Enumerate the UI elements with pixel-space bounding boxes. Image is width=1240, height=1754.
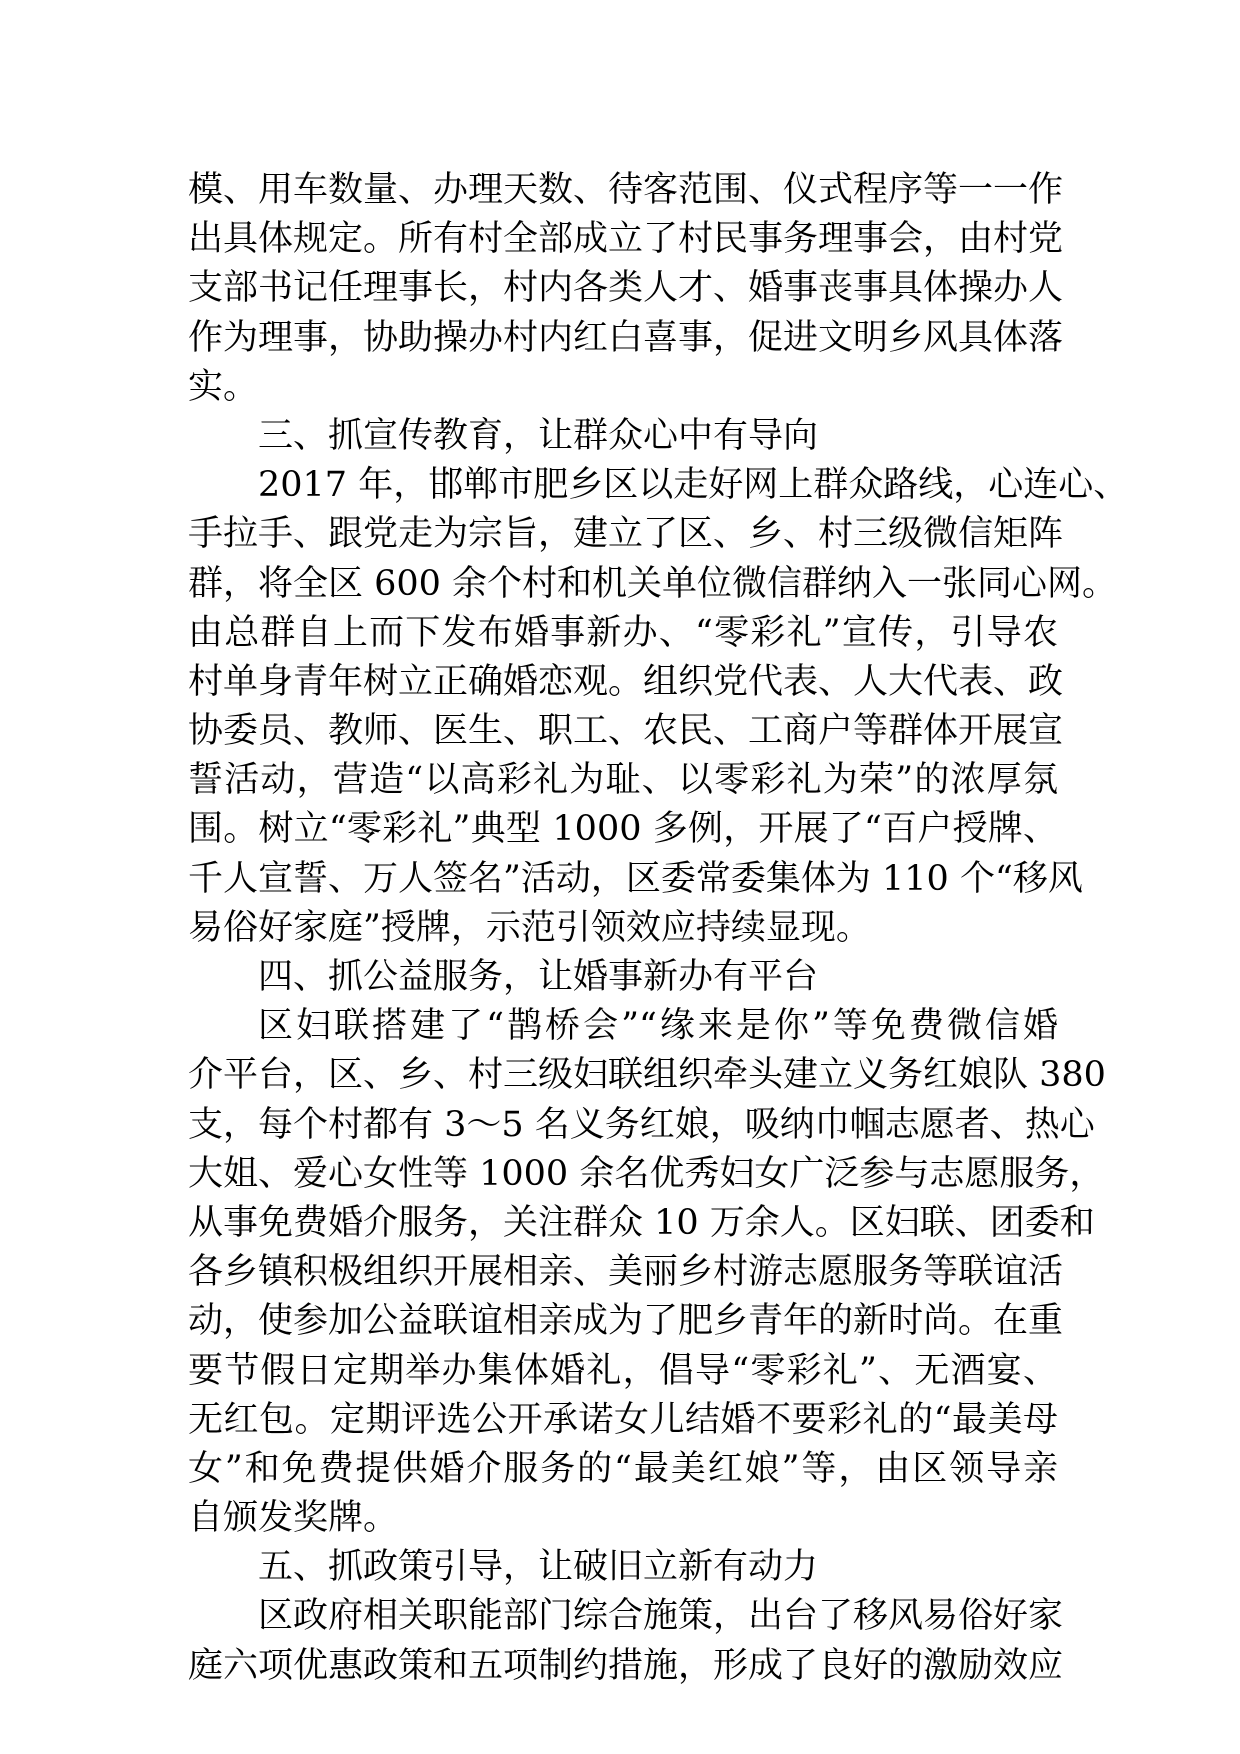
paragraph [188, 461, 1129, 953]
paragraph [188, 1592, 1064, 1690]
text-line: 围。树立“零彩礼”典型 1000 多例，开展了“百户授牌、 [188, 809, 1058, 850]
text-line: 动，使参加公益联谊相亲成为了肥乡青年的新时尚。在重 [188, 1301, 1064, 1342]
text-line: 自颁发奖牌。 [188, 1498, 399, 1539]
text-line: 作为理事，协助操办村内红白喜事，促进文明乡风具体落 [188, 317, 1064, 358]
text-line: 要节假日定期举办集体婚礼，倡导“零彩礼”、无酒宴、 [188, 1350, 1058, 1391]
text-line: 实。 [188, 366, 259, 407]
text-line: 模、用车数量、办理天数、待客范围、仪式程序等一一作 [188, 170, 1064, 210]
text-line: 无红包。定期评选公开承诺女儿结婚不要彩礼的“最美母 [188, 1399, 1058, 1440]
text-line: 庭六项优惠政策和五项制约措施，形成了良好的激励效应 [188, 1645, 1064, 1686]
paragraph [188, 166, 1064, 412]
text-line: 女”和免费提供婚介服务的“最美红娘”等，由区领导亲 [188, 1448, 1058, 1489]
text-line: 出具体规定。所有村全部成立了村民事务理事会，由村党 [188, 219, 1064, 260]
text-line: 村单身青年树立正确婚恋观。组织党代表、人大代表、政 [188, 661, 1064, 702]
text-line: 千人宣誓、万人签名”活动，区委常委集体为 110 个“移风 [188, 858, 1083, 899]
text-line: 由总群自上而下发布婚事新办、“零彩礼”宣传，引导农 [188, 612, 1058, 653]
text-line: 区妇联搭建了“鹊桥会”“缘来是你”等免费微信婚 [258, 1006, 1058, 1047]
paragraph [188, 1002, 1106, 1543]
text-line: 协委员、教师、医生、职工、农民、工商户等群体开展宣 [188, 711, 1064, 752]
section-heading: 五、抓政策引导，让破旧立新有动力 [258, 1547, 819, 1588]
text-line: 从事免费婚介服务，关注群众 10 万余人。区妇联、团委和 [188, 1202, 1095, 1243]
section-heading: 四、抓公益服务，让婚事新办有平台 [258, 957, 819, 997]
section-heading: 三、抓宣传教育，让群众心中有导向 [258, 415, 819, 456]
text-line: 区政府相关职能部门综合施策，出台了移风易俗好家 [258, 1596, 1064, 1637]
text-line: 誓活动，营造“以高彩礼为耻、以零彩礼为荣”的浓厚氛 [188, 760, 1058, 801]
text-line: 群，将全区 600 余个村和机关单位微信群纳入一张同心网。 [188, 563, 1118, 604]
text-line: 介平台，区、乡、村三级妇联组织牵头建立义务红娘队 380 [188, 1055, 1106, 1096]
document-page [188, 166, 1129, 1691]
text-line: 大姐、爱心女性等 1000 余名优秀妇女广泛参与志愿服务， [188, 1153, 1105, 1194]
text-line: 2017 年，邯郸市肥乡区以走好网上群众路线，心连心、 [258, 465, 1129, 506]
text-line: 手拉手、跟党走为宗旨，建立了区、乡、村三级微信矩阵 [188, 514, 1064, 555]
text-line: 各乡镇积极组织开展相亲、美丽乡村游志愿服务等联谊活 [188, 1252, 1064, 1293]
text-line: 易俗好家庭”授牌，示范引领效应持续显现。 [188, 907, 871, 948]
text-line: 支，每个村都有 3～5 名义务红娘，吸纳巾帼志愿者、热心 [188, 1104, 1095, 1145]
text-line: 支部书记任理事长，村内各类人才、婚事丧事具体操办人 [188, 268, 1064, 309]
